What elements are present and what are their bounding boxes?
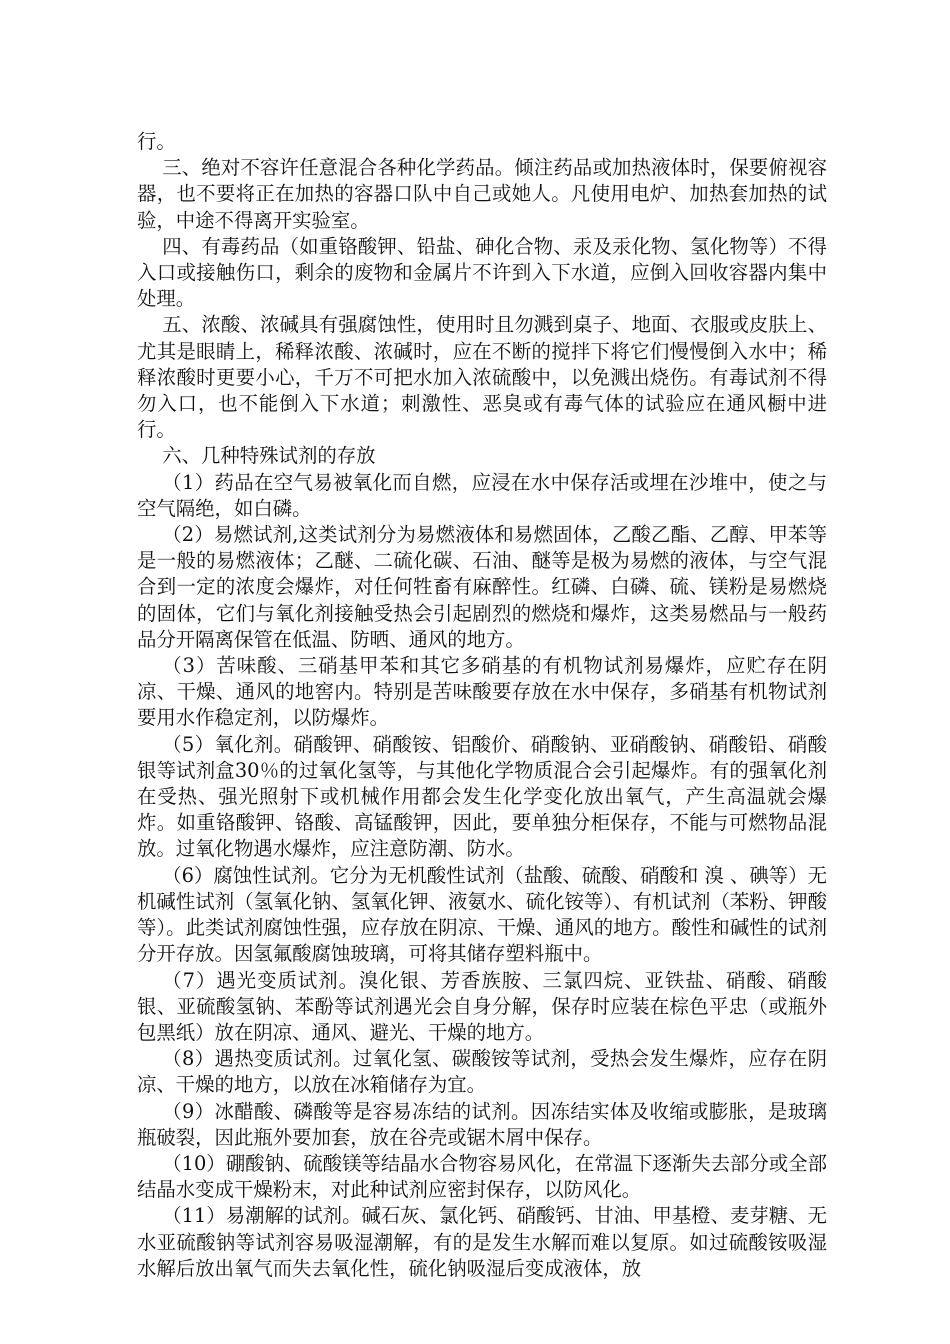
paragraph-rule-6-heading: 六、几种特殊试剂的存放 (162, 444, 376, 468)
paragraph-item-2: （2）易燃试剂,这类试剂分为易燃液体和易燃固体，乙酸乙酯、乙醇、甲苯等是一般的易燃液体；乙醚、二硫化碳、石油、醚等是极为易燃的液体，与空气混合到一定的浓度会爆炸，对任何牲畜有麻醉性。红磷、白磷、硫、镁粉是易燃烧的固体，它们与氧化剂接触受热会引起剧烈的燃烧和爆炸，这类易燃品与一般药品分开隔离保管在低温、防晒、通风的地方。 (137, 523, 827, 651)
paragraph-item-5: （5）氧化剂。硝酸钾、硝酸铵、铝酸价、硝酸钠、亚硝酸钠、硝酸铅、硝酸银等试剂盒30％的过氧化氢等，与其他化学物质混合会引起爆炸。有的强氧化剂在受热、强光照射下或机械作用都会发生化学变化放出氧气，产生高温就会爆炸。如重铬酸钾、铬酸、高锰酸钾，因此，要单独分柜保存，不能与可燃物品混放。过氧化物遇水爆炸，应注意防潮、防水。 (137, 732, 827, 861)
paragraph-item-11: （11）易潮解的试剂。碱石灰、氯化钙、硝酸钙、甘油、甲基橙、麦芽糖、无水亚硫酸钠等试剂容易吸湿潮解，有的是发生水解而难以复原。如过硫酸铵吸湿水解后放出氧气而失去氧化性，硫化钠吸湿后变成液体，放 (137, 1204, 827, 1280)
paragraph-item-7: （7）遇光变质试剂。溴化银、芳香族胺、三氯四烷、亚铁盐、硝酸、硝酸银、亚硫酸氢钠、苯酚等试剂遇光会自身分解，保存时应装在棕色平忠（或瓶外包黑纸）放在阴凉、通风、避光、干燥的地方。 (137, 968, 827, 1044)
paragraph-rule-4: 四、有毒药品（如重铬酸钾、铅盐、砷化合物、汞及汞化物、氢化物等）不得入口或接触伤口，剩余的废物和金属片不许到入下水道，应倒入回收容器内集中处理。 (137, 234, 827, 311)
paragraph-item-8: （8）遇热变质试剂。过氧化氢、碳酸铵等试剂，受热会发生爆炸，应存在阴凉、干燥的地方，以放在冰箱储存为宜。 (137, 1047, 827, 1097)
paragraph-rule-3: 三、绝对不容许任意混合各种化学药品。倾注药品或加热液体时，保要俯视容器，也不要将正在加热的容器口队中自己或她人。凡使用电炉、加热套加热的试验，中途不得离开实验室。 (137, 156, 827, 232)
paragraph-continued: 行。 (137, 130, 176, 153)
paragraph-rule-5: 五、浓酸、浓碱具有强腐蚀性，使用时且勿溅到桌子、地面、衣服或皮肤上、尤其是眼睛上，稀释浓酸、浓碱时，应在不断的搅拌下将它们慢慢倒入水中；稀释浓酸时更要小心，千万不可把水加入浓硫酸中，以免溅出烧伤。有毒试剂不得勿入口，也不能倒入下水道；刺激性、恶臭或有毒气体的试验应在通风橱中进行。 (137, 313, 827, 442)
paragraph-item-1: （1）药品在空气易被氧化而自燃，应浸在水中保存活或埋在沙堆中，使之与空气隔绝，如白磷。 (137, 470, 827, 520)
paragraph-item-10: （10）硼酸钠、硫酸镁等结晶水合物容易风化，在常温下逐渐失去部分或全部结晶水变成干燥粉末，对此种试剂应密封保存，以防风化。 (137, 1151, 827, 1202)
paragraph-item-3: （3）苦味酸、三硝基甲苯和其它多硝基的有机物试剂易爆炸，应贮存在阴凉、干燥、通风的地窖内。特别是苦味酸要存放在水中保存，多硝基有机物试剂要用水作稳定剂，以防爆炸。 (137, 654, 827, 730)
paragraph-item-6: （6）腐蚀性试剂。它分为无机酸性试剂（盐酸、硫酸、硝酸和 溴 、碘等）无机碱性试剂（氢氧化钠、氢氧化钾、液氨水、硫化铵等）、有机试剂（苯粉、钾酸等）。此类试剂腐蚀性强，应存放在阴凉、干燥、通风的地方。酸性和碱性的试剂分开存放。因氢氟酸腐蚀玻璃，可将其储存塑料瓶中。 (137, 863, 827, 966)
paragraph-item-9: （9）冰醋酸、磷酸等是容易冻结的试剂。因冻结实体及收缩或膨胀，是玻璃瓶破裂，因此瓶外要加套，放在谷壳或锯木屑中保存。 (137, 1099, 827, 1149)
document-body (137, 129, 827, 1282)
